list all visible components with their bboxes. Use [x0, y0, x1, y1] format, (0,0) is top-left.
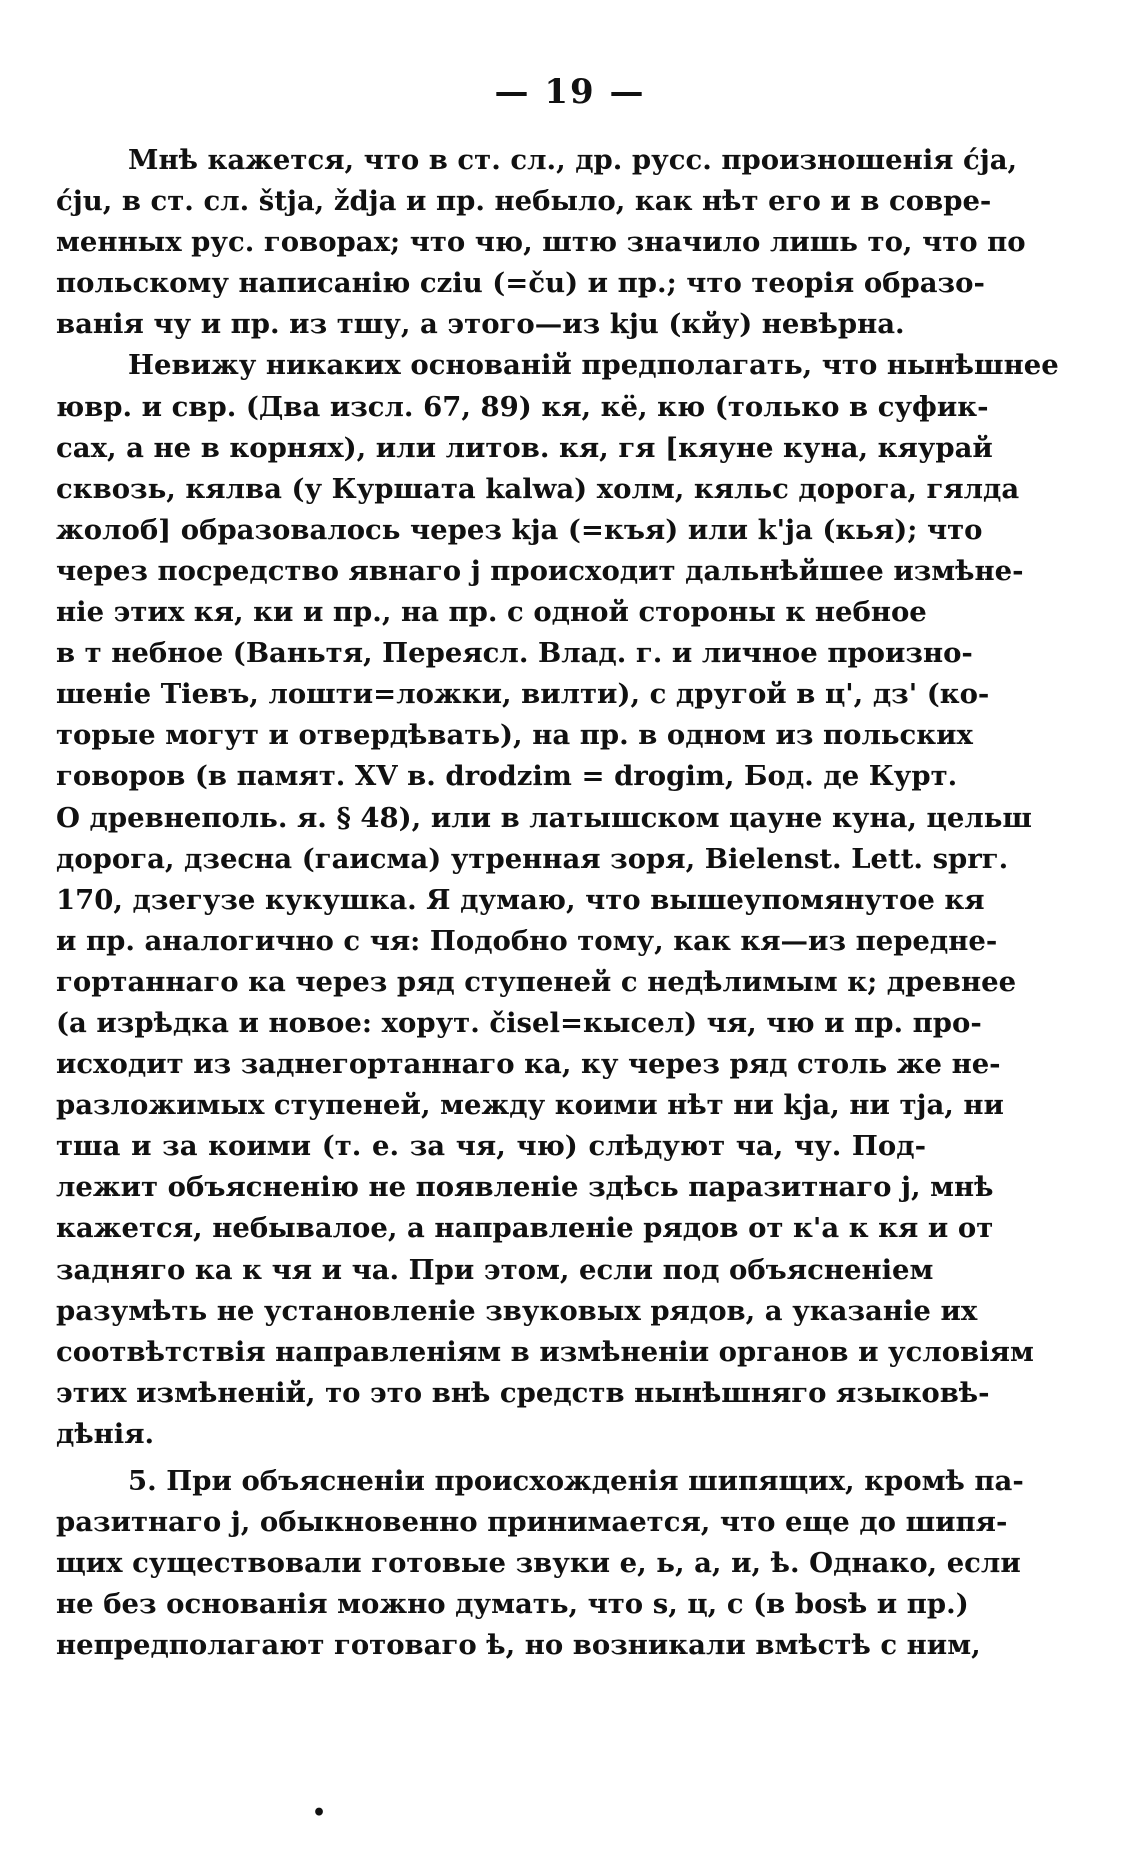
- text-line: польскому написанію сziu (=ču) и пр.; что теорія образо-: [56, 267, 985, 300]
- paragraph-2: [56, 345, 1059, 1455]
- text-line: задняго ка к чя и ча. При этом, если под объясненіем: [56, 1253, 934, 1286]
- paragraph-1: [56, 140, 1026, 345]
- body-text: [56, 140, 1059, 1666]
- text-line: сах, а не в корнях), или литов. кя, гя [кяуне куна, кяурай: [56, 431, 993, 464]
- paragraph-3: [56, 1461, 1024, 1666]
- text-line: (а изрѣдка и новое: хорут. čisel=кысел) чя, чю и пр. про-: [56, 1006, 982, 1039]
- text-line: ніе этих кя, ки и пр., на пр. с одной стороны к небное: [56, 596, 927, 629]
- text-line: тша и за коими (т. е. за чя, чю) слѣдуют ча, чу. Под-: [56, 1130, 926, 1163]
- text-line: дорога, дзесна (гаисма) утренная зоря, Bielenst. Lett. sprг.: [56, 842, 1009, 875]
- text-line: дѣнія.: [56, 1417, 155, 1450]
- text-line: разумѣть не установленіе звуковых рядов, а указаніе их: [56, 1294, 978, 1327]
- text-line: шеніе Тіевъ, лошти=ложки, вилти), с другой в ц', дз' (ко-: [56, 678, 990, 711]
- text-line: этих измѣненій, то это внѣ средств нынѣшняго языковѣ-: [56, 1376, 990, 1409]
- text-line: жолоб] образовалось через kja (=къя) или k'ja (кья); что: [56, 513, 983, 546]
- text-line: Мнѣ кажется, что в ст. сл., др. русс. произношенія ćja,: [128, 144, 1018, 176]
- text-line: соотвѣтствія направленіям в измѣненіи органов и условіям: [56, 1335, 1034, 1368]
- text-line: не без основанія можно думать, что s, ц, с (в bosѣ и пр.): [56, 1588, 969, 1621]
- text-line: 170, дзегузе кукушка. Я думаю, что вышеупомянутое кя: [56, 883, 985, 916]
- text-line: разложимых ступеней, между коими нѣт ни kja, ни тja, ни: [56, 1089, 1004, 1122]
- text-line: сквозь, кялва (у Куршата kalwa) холм, кяльс дорога, гялда: [56, 472, 1020, 505]
- text-line: торые могут и отвердѣвать), на пр. в одном из польских: [56, 719, 973, 752]
- text-line: ванія чу и пр. из тшу, а этого—из kju (кйу) невѣрна.: [56, 308, 905, 341]
- text-line: гортаннаго ка через ряд ступеней с недѣлимым к; древнее: [56, 965, 1017, 998]
- text-line: кажется, небывалое, а направленіе рядов от к'а к кя и от: [56, 1212, 994, 1245]
- text-line: менных рус. говорах; что чю, штю значило лишь то, что по: [56, 226, 1026, 259]
- stray-dot-mark: •: [312, 1800, 327, 1826]
- page-number: — 19 —: [494, 72, 646, 112]
- text-line: говоров (в памят. XV в. drodzim = drogim, Бод. де Курт.: [56, 760, 958, 793]
- text-line: и пр. аналогично с чя: Подобно тому, как кя—из передне-: [56, 924, 998, 957]
- text-line: непредполагают готоваго ѣ, но возникали вмѣстѣ с ним,: [56, 1629, 981, 1662]
- text-line: щих существовали готовые звуки е, ь, а, и, ѣ. Однако, если: [56, 1547, 1021, 1580]
- text-line: 5. При объясненіи происхожденія шипящих, кромѣ па-: [128, 1465, 1024, 1497]
- text-line: в т небное (Ваньтя, Переясл. Влад. г. и личное произно-: [56, 637, 973, 670]
- text-line: О древнеполь. я. § 48), или в латышском цауне куна, цельш: [56, 801, 1032, 834]
- text-line: ювр. и свр. (Два изсл. 67, 89) кя, кё, кю (только в суфик-: [56, 390, 989, 423]
- text-line: лежит объясненію не появленіе здѣсь паразитнаго j, мнѣ: [56, 1171, 994, 1204]
- text-line: ćju, в ст. сл. štja, ždja и пр. небыло, как нѣт его и в совре-: [56, 185, 992, 218]
- text-line: через посредство явнаго j происходит дальнѣйшее измѣне-: [56, 554, 1024, 587]
- text-line: исходит из заднегортаннаго ка, ку через ряд столь же не-: [56, 1048, 1001, 1081]
- text-line: разитнаго j, обыкновенно принимается, что еще до шипя-: [56, 1506, 1008, 1539]
- text-line: Невижу никаких основаній предполагать, что нынѣшнее: [128, 349, 1059, 382]
